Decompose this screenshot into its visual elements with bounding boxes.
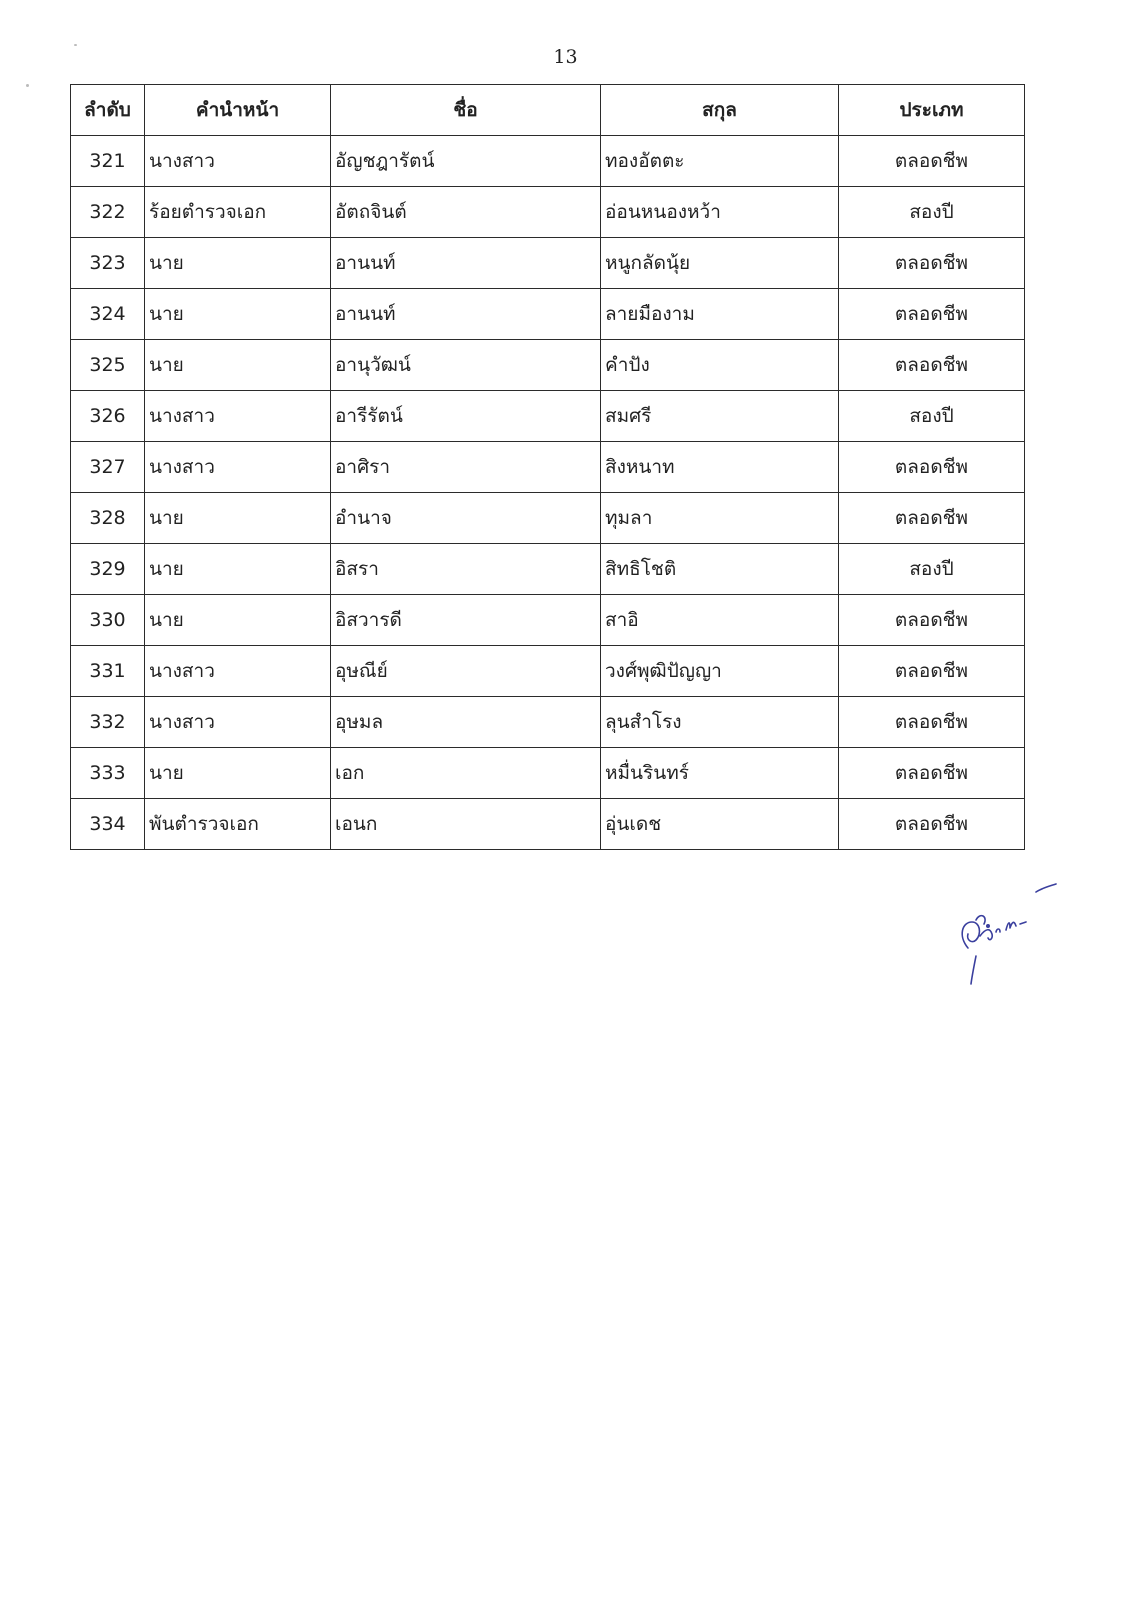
cell-prefix: นาย bbox=[145, 595, 331, 646]
cell-order: 328 bbox=[71, 493, 145, 544]
table-row bbox=[71, 442, 1025, 493]
cell-prefix: นาย bbox=[145, 493, 331, 544]
cell-type: ตลอดชีพ bbox=[839, 136, 1025, 187]
table-row bbox=[71, 799, 1025, 850]
cell-order: 325 bbox=[71, 340, 145, 391]
cell-first-name: อานุวัฒน์ bbox=[331, 340, 601, 391]
cell-first-name: อัญชฎารัตน์ bbox=[331, 136, 601, 187]
cell-first-name: อานนท์ bbox=[331, 238, 601, 289]
page-number: 13 bbox=[553, 46, 578, 68]
cell-prefix: พันตำรวจเอก bbox=[145, 799, 331, 850]
cell-order: 327 bbox=[71, 442, 145, 493]
cell-type: ตลอดชีพ bbox=[839, 442, 1025, 493]
cell-prefix: นางสาว bbox=[145, 646, 331, 697]
cell-last-name: วงศ์พุฒิปัญญา bbox=[601, 646, 839, 697]
header-first-name: ชื่อ bbox=[331, 85, 601, 136]
cell-type: ตลอดชีพ bbox=[839, 646, 1025, 697]
cell-prefix: นาย bbox=[145, 340, 331, 391]
cell-type: ตลอดชีพ bbox=[839, 748, 1025, 799]
cell-prefix: นาย bbox=[145, 544, 331, 595]
table-row bbox=[71, 544, 1025, 595]
cell-first-name: เอก bbox=[331, 748, 601, 799]
cell-last-name: หมื่นรินทร์ bbox=[601, 748, 839, 799]
cell-prefix: นาย bbox=[145, 238, 331, 289]
cell-first-name: อุษมล bbox=[331, 697, 601, 748]
table-row bbox=[71, 748, 1025, 799]
cell-last-name: สาอิ bbox=[601, 595, 839, 646]
cell-last-name: ทองอัตตะ bbox=[601, 136, 839, 187]
cell-type: ตลอดชีพ bbox=[839, 697, 1025, 748]
cell-first-name: เอนก bbox=[331, 799, 601, 850]
cell-order: 323 bbox=[71, 238, 145, 289]
cell-prefix: นางสาว bbox=[145, 136, 331, 187]
cell-last-name: สิงหนาท bbox=[601, 442, 839, 493]
table-row bbox=[71, 493, 1025, 544]
table-row bbox=[71, 595, 1025, 646]
cell-last-name: สมศรี bbox=[601, 391, 839, 442]
table-row bbox=[71, 238, 1025, 289]
cell-last-name: สิทธิโชติ bbox=[601, 544, 839, 595]
table-header-row bbox=[71, 85, 1025, 136]
cell-type: ตลอดชีพ bbox=[839, 595, 1025, 646]
cell-prefix: นางสาว bbox=[145, 442, 331, 493]
handwritten-signature bbox=[950, 876, 1060, 996]
cell-prefix: ร้อยตำรวจเอก bbox=[145, 187, 331, 238]
cell-order: 326 bbox=[71, 391, 145, 442]
cell-order: 330 bbox=[71, 595, 145, 646]
cell-first-name: อุษณีย์ bbox=[331, 646, 601, 697]
table-row bbox=[71, 187, 1025, 238]
table-row bbox=[71, 697, 1025, 748]
cell-prefix: นางสาว bbox=[145, 391, 331, 442]
cell-type: ตลอดชีพ bbox=[839, 493, 1025, 544]
cell-type: ตลอดชีพ bbox=[839, 340, 1025, 391]
cell-type: สองปี bbox=[839, 544, 1025, 595]
cell-order: 334 bbox=[71, 799, 145, 850]
table-row bbox=[71, 646, 1025, 697]
member-table bbox=[70, 84, 1025, 850]
cell-last-name: อุ่นเดช bbox=[601, 799, 839, 850]
cell-type: สองปี bbox=[839, 391, 1025, 442]
cell-first-name: อิสวารดี bbox=[331, 595, 601, 646]
table-row bbox=[71, 136, 1025, 187]
cell-type: ตลอดชีพ bbox=[839, 238, 1025, 289]
cell-last-name: ทุมลา bbox=[601, 493, 839, 544]
scan-speck bbox=[26, 84, 29, 87]
cell-order: 329 bbox=[71, 544, 145, 595]
cell-order: 321 bbox=[71, 136, 145, 187]
cell-type: สองปี bbox=[839, 187, 1025, 238]
cell-order: 333 bbox=[71, 748, 145, 799]
cell-last-name: ลายมืองาม bbox=[601, 289, 839, 340]
cell-first-name: อำนาจ bbox=[331, 493, 601, 544]
cell-order: 324 bbox=[71, 289, 145, 340]
scan-speck bbox=[74, 44, 77, 46]
cell-type: ตลอดชีพ bbox=[839, 289, 1025, 340]
table-body bbox=[71, 136, 1025, 850]
table-row bbox=[71, 391, 1025, 442]
cell-prefix: นางสาว bbox=[145, 697, 331, 748]
cell-order: 331 bbox=[71, 646, 145, 697]
cell-last-name: ลุนสำโรง bbox=[601, 697, 839, 748]
cell-prefix: นาย bbox=[145, 289, 331, 340]
cell-first-name: อานนท์ bbox=[331, 289, 601, 340]
cell-order: 332 bbox=[71, 697, 145, 748]
cell-first-name: อารีรัตน์ bbox=[331, 391, 601, 442]
cell-last-name: คำปัง bbox=[601, 340, 839, 391]
cell-first-name: อิสรา bbox=[331, 544, 601, 595]
cell-prefix: นาย bbox=[145, 748, 331, 799]
header-type: ประเภท bbox=[839, 85, 1025, 136]
table-row bbox=[71, 340, 1025, 391]
header-last-name: สกุล bbox=[601, 85, 839, 136]
cell-first-name: อาศิรา bbox=[331, 442, 601, 493]
cell-first-name: อัตถจินต์ bbox=[331, 187, 601, 238]
cell-type: ตลอดชีพ bbox=[839, 799, 1025, 850]
cell-last-name: อ่อนหนองหว้า bbox=[601, 187, 839, 238]
header-prefix: คำนำหน้า bbox=[145, 85, 331, 136]
cell-order: 322 bbox=[71, 187, 145, 238]
table-row bbox=[71, 289, 1025, 340]
cell-last-name: หนูกลัดนุ้ย bbox=[601, 238, 839, 289]
header-order: ลำดับ bbox=[71, 85, 145, 136]
